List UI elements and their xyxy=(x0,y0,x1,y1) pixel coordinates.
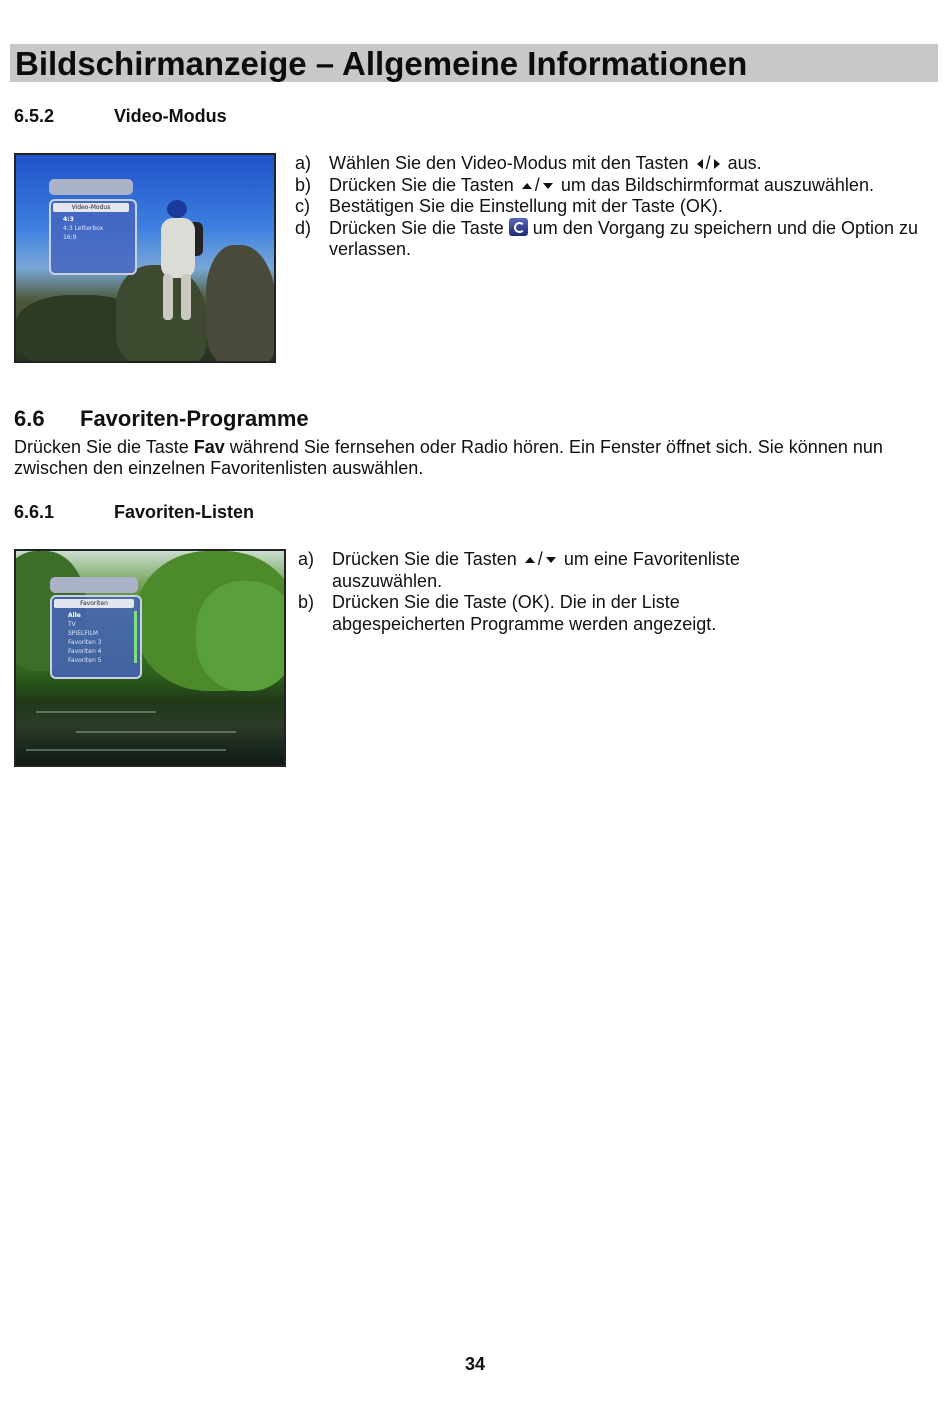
paragraph-text: während Sie fernsehen oder Radio hören. Ein Fenster öffnet sich. Sie können nun zwischen den einzelnen Favoritenlisten auswählen. xyxy=(14,437,883,478)
step-text: Drücken Sie die Tasten xyxy=(329,174,514,195)
triangle-right-icon xyxy=(714,159,720,169)
favorites-steps xyxy=(298,549,768,635)
osd-item: Favoriten 3 xyxy=(68,639,102,646)
page-number: 34 xyxy=(464,1354,486,1374)
osd-icon-bar xyxy=(50,577,138,593)
trees-shape xyxy=(196,581,286,691)
step-text: Drücken Sie die Taste xyxy=(329,217,504,238)
step-text: Wählen Sie den Video-Modus mit den Tasten xyxy=(329,153,689,173)
step-label: d) xyxy=(295,217,312,238)
exit-key-icon xyxy=(509,218,528,236)
triangle-down-icon xyxy=(543,183,553,189)
water-reflection xyxy=(36,711,156,713)
step-label: c) xyxy=(295,196,310,216)
step-label: a) xyxy=(298,549,315,569)
step-label: a) xyxy=(295,153,312,173)
step-label: b) xyxy=(295,174,312,195)
osd-item: Favoriten 5 xyxy=(68,657,102,664)
section-heading-6-5-2 xyxy=(14,105,227,127)
step-item xyxy=(298,592,768,635)
step-text: Drücken Sie die Taste (OK). Die in der Liste abgespeicherten Programme werden angezeigt. xyxy=(332,592,717,634)
step-text: aus. xyxy=(727,153,762,173)
step-text: Drücken Sie die Tasten xyxy=(332,549,517,569)
favorites-intro-paragraph xyxy=(14,437,934,479)
osd-item: 4:3 xyxy=(63,216,74,223)
step-text: um den Vorgang zu speichern und die Option zu verlassen. xyxy=(329,217,919,259)
step-item xyxy=(295,175,940,197)
fav-key-label: Fav xyxy=(193,437,225,457)
rock-shape xyxy=(206,245,276,363)
step-item xyxy=(295,196,940,218)
step-text: um eine Favoritenliste auszuwählen. xyxy=(332,549,740,591)
section-number: 6.6.1 xyxy=(14,502,55,522)
section-heading-6-6-1 xyxy=(14,501,254,523)
section-number: 6.6 xyxy=(14,406,45,431)
key-separator: / xyxy=(537,549,543,569)
video-mode-screenshot xyxy=(14,153,276,363)
osd-menu xyxy=(49,199,137,275)
osd-menu-title: Video-Modus xyxy=(53,203,129,212)
climber-figure xyxy=(151,200,206,320)
water-reflection xyxy=(26,749,226,751)
triangle-left-icon xyxy=(697,159,703,169)
section-title: Video-Modus xyxy=(114,106,227,126)
triangle-down-icon xyxy=(546,557,556,563)
section-title: Favoriten-Listen xyxy=(114,502,255,522)
key-separator: / xyxy=(705,153,711,173)
osd-item: 4:3 Letterbox xyxy=(63,225,104,232)
water-reflection xyxy=(76,731,236,733)
triangle-up-icon xyxy=(522,183,532,189)
section-heading-6-6 xyxy=(14,405,309,433)
osd-item: Alle xyxy=(68,612,81,619)
osd-scrollbar xyxy=(134,611,137,663)
osd-icon-bar xyxy=(49,179,133,195)
step-text: Bestätigen Sie die Einstellung mit der Taste (OK). xyxy=(329,196,723,216)
step-text: um das Bildschirmformat auszuwählen. xyxy=(560,174,874,195)
section-title: Favoriten-Programme xyxy=(80,406,309,431)
key-separator: / xyxy=(534,174,540,195)
osd-item: TV xyxy=(68,621,76,628)
step-label: b) xyxy=(298,592,315,612)
osd-item: 16:9 xyxy=(63,234,77,241)
osd-item: Favoriten 4 xyxy=(68,648,102,655)
favorites-screenshot xyxy=(14,549,286,767)
osd-menu xyxy=(50,595,142,679)
step-item xyxy=(295,218,940,261)
step-item xyxy=(295,153,940,175)
video-mode-steps xyxy=(295,153,940,261)
paragraph-text: Drücken Sie die Taste xyxy=(14,437,194,457)
section-number: 6.5.2 xyxy=(14,106,55,126)
osd-menu-title: Favoriten xyxy=(54,599,134,608)
osd-item: SPIELFILM xyxy=(68,630,99,637)
triangle-up-icon xyxy=(525,557,535,563)
step-item xyxy=(298,549,768,592)
page-title: Bildschirmanzeige – Allgemeine Informationen xyxy=(10,44,938,82)
